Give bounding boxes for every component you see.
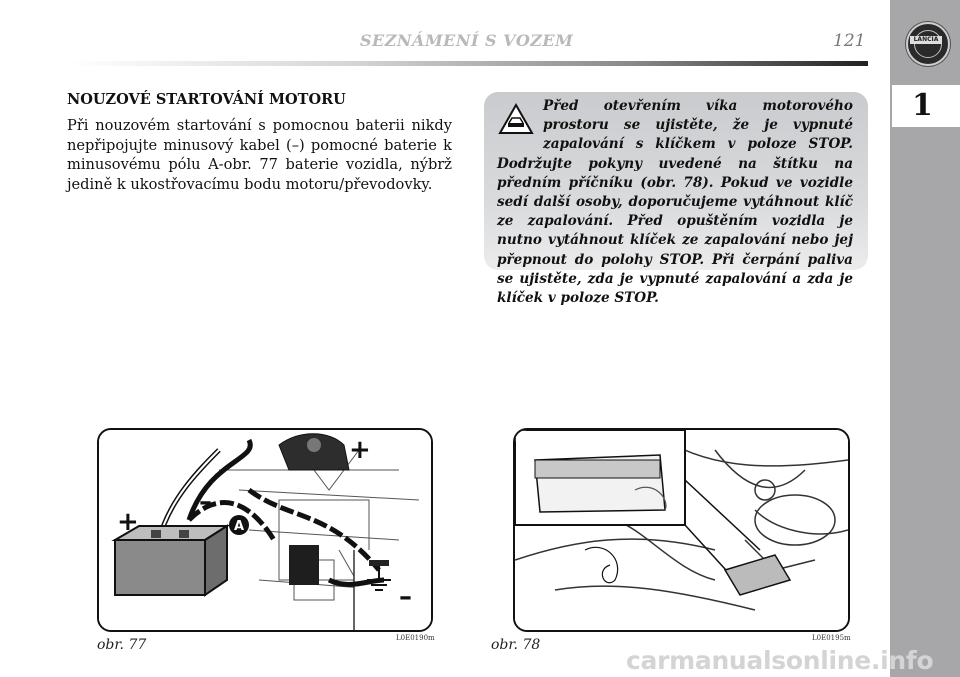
warning-triangle-icon — [498, 103, 534, 135]
logo-ring — [914, 30, 942, 58]
figure-78-engine-compartment — [513, 428, 850, 632]
minus-label-cable: – — [199, 487, 212, 517]
figure-78-caption: obr. 78 — [491, 637, 541, 653]
minus-label-ground: – — [399, 582, 412, 612]
logo-text: LANCIA — [910, 36, 942, 44]
header-title: SEZNÁMENÍ S VOZEM — [360, 31, 574, 50]
section-body: Při nouzovém startování s pomocnou baterii nikdy nepřipojujte minusový kabel (–) pomocné baterie k minusovému pólu A-obr. 77 baterie vozidla, nýbrž jedině k ukostřovacímu bodu motoru/převodovky. — [67, 117, 452, 193]
plus-label-battery: + — [117, 507, 139, 537]
chapter-number: 1 — [912, 88, 933, 123]
figure-marker-a: A — [234, 519, 245, 534]
figure-77-caption: obr. 77 — [97, 637, 147, 653]
section-heading: NOUZOVÉ STARTOVÁNÍ MOTORU — [67, 91, 346, 108]
lancia-logo — [906, 22, 950, 66]
page-number: 121 — [833, 31, 866, 51]
plus-label-cable: + — [349, 435, 371, 465]
figure-78-code: L0E0195m — [812, 634, 851, 642]
figure-77-code: L0E0190m — [396, 634, 435, 642]
figure-77-jump-start — [97, 428, 433, 632]
watermark: carmanualsonline.info — [626, 646, 934, 675]
warning-text: Před otevřením víka motorového prostoru se ujistěte, že je vypnuté zapalování s klíčkem v poloze STOP. Dodržujte pokyny uvedené na štítku na předním příčníku (obr. 78). Pokud ve vozidle sedí další osoby, doporučujeme vytáhnout klíč ze zapalování. Před opuštěním vozidla je nutno vytáhnout klíček ze zapalování nebo jej přepnout do polohy STOP. Při čerpání paliva se ujistěte, zda je vypnuté zapalování a zda je klíček v poloze STOP. — [497, 98, 853, 307]
header-rule — [68, 61, 868, 66]
warning-text-block — [497, 97, 853, 308]
